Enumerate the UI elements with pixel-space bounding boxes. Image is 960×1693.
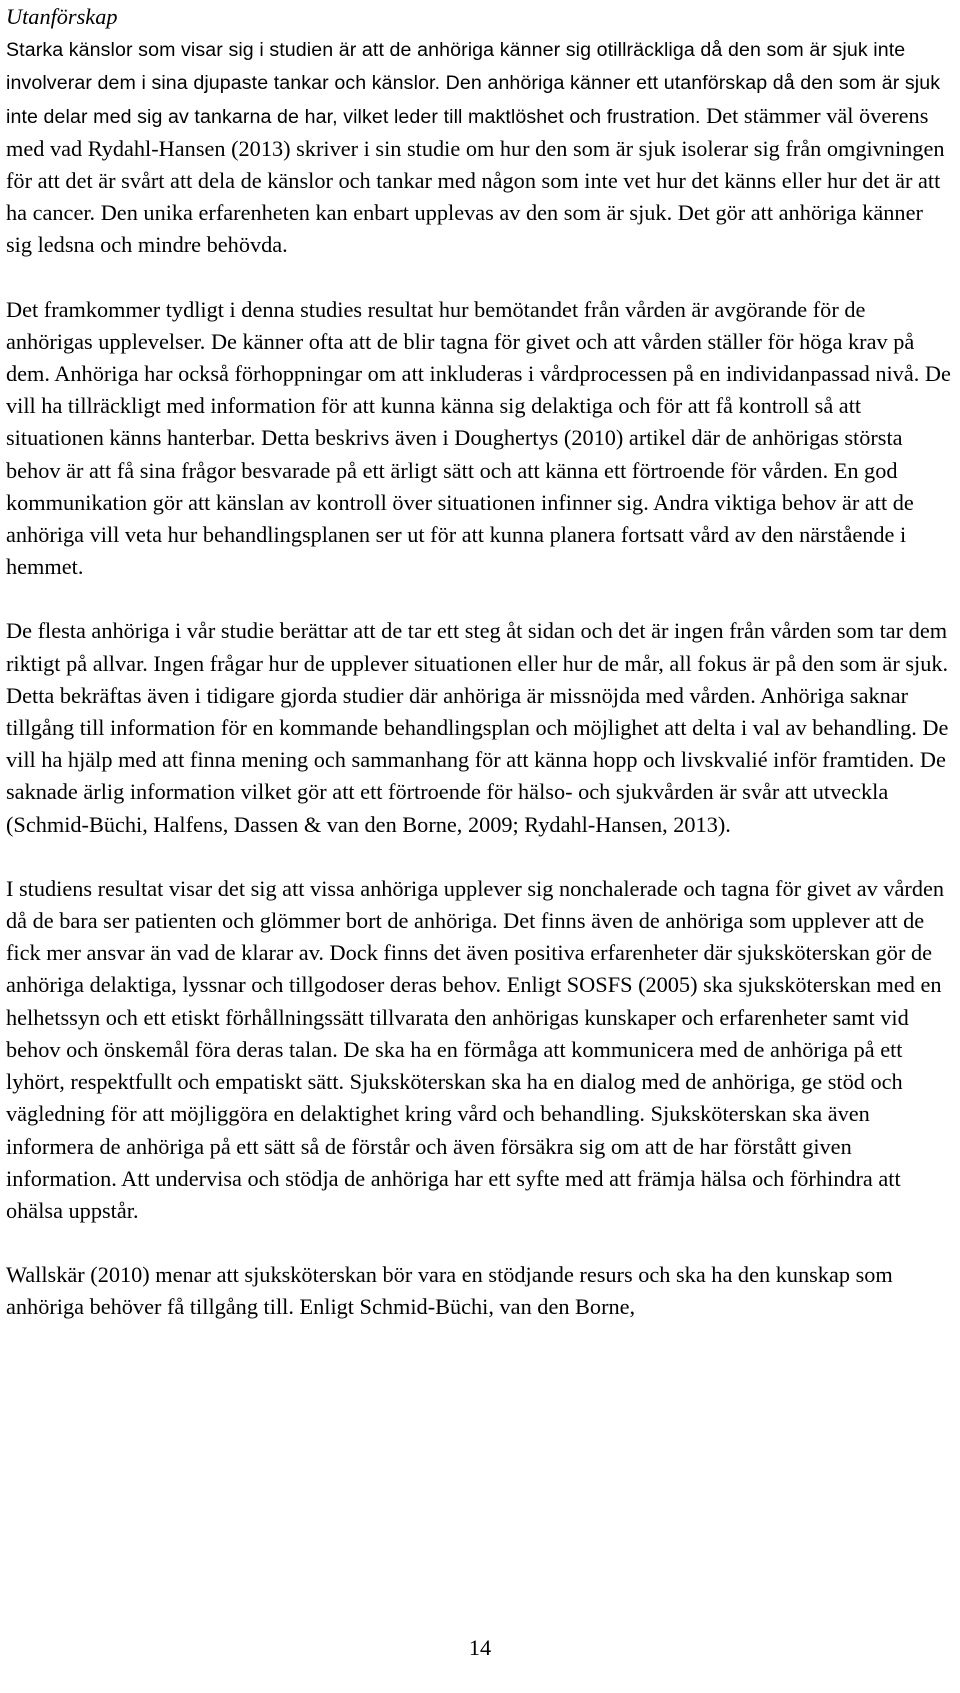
paragraph-utanforskap-part2: Det stämmer väl överens med vad Rydahl-Hansen (2013) skriver i sin studie om hur den som är sjuk isolerar sig från omgivningen för att det är svårt att dela de känslor och tankar med någon som inte vet hur det känns eller hur det är att ha cancer. Den unika erfarenheten kan enbart upplevas av den som är sjuk. Det gör att anhöriga känner sig ledsna och mindre behövda. <box>6 102 945 258</box>
paragraph-steg-at-sidan: De flesta anhöriga i vår studie berättar att de tar ett steg åt sidan och det är ingen från vården som tar dem riktigt på allvar. Ingen frågar hur de upplever situationen eller hur de mår, all fokus är på den som är sjuk. Detta bekräftas även i tidigare gjorda studier där anhöriga är missnöjda med vården. Anhöriga saknar tillgång till information för en kommande behandlingsplan och möjlighet att delta i val av behandling. De vill ha hjälp med att finna mening och sammanhang för att känna hopp och livskvalié inför framtiden. De saknade ärlig information vilket gör att ett förtroende för hälso- och sjukvården är svår att utveckla (Schmid-Büchi, Halfens, Dassen & van den Borne, 2009; Rydahl-Hansen, 2013). <box>6 618 949 837</box>
paragraph-wallskar: Wallskär (2010) menar att sjuksköterskan bör vara en stödjande resurs och ska ha den kunskap som anhöriga behöver få tillgång till. Enligt Schmid-Büchi, van den Borne, <box>6 1262 893 1320</box>
paragraph-utanforskap-part1: Starka känslor som visar sig i studien är att de anhöriga känner sig otillräckliga då den som är sjuk inte involverar dem i sina djupaste tankar och känslor. Den anhöriga känner ett utanförskap då den som är sjuk inte delar med sig av tankarna de har, vilket leder till maktlöshet och frustration. <box>6 39 941 128</box>
paragraph-bemotande: Det framkommer tydligt i denna studies resultat hur bemötandet från vården är avgörande för de anhörigas upplevelser. De känner ofta att de blir tagna för givet och att vården ställer för höga krav på dem. Anhöriga har också förhoppningar om att inkluderas i vårdprocessen på en individanpassad nivå. De vill ha tillräckligt med information för att kunna känna sig delaktiga och för att få kontroll så att situationen känns hanterbar. Detta beskrivs även i Doughertys (2010) artikel där de anhörigas största behov är att få sina frågor besvarade på ett ärligt sätt och att känna ett förtroende för vården. En god kommunikation gör att känslan av kontroll över situationen infinner sig. Andra viktiga behov är att de anhöriga vill veta hur behandlingsplanen ser ut för att kunna planera fortsatt vård av den närstående i hemmet. <box>6 296 951 580</box>
page-number: 14 <box>468 1635 492 1660</box>
paragraph-utanforskap <box>6 33 954 261</box>
paragraph-nonchalerade: I studiens resultat visar det sig att vissa anhöriga upplever sig nonchalerade och tagna för givet av vården då de bara ser patienten och glömmer bort de anhöriga. Det finns även de anhöriga som upplever att de fick mer ansvar än vad de klarar av. Dock finns det även positiva erfarenheter där sjuksköterskan gör de anhöriga delaktiga, lyssnar och tillgodoser deras behov. Enligt SOSFS (2005) ska sjuksköterskan med en helhetssyn och ett etiskt förhållningssätt tillvarata den anhörigas kunskaper och erfarenheter samt vid behov och önskemål föra deras talan. De ska ha en förmåga att kommunicera med de anhöriga på ett lyhört, respektfullt och empatiskt sätt. Sjuksköterskan ska ha en dialog med de anhöriga, ge stöd och vägledning för att möjliggöra en delaktighet kring vård och behandling. Sjuksköterskan ska även informera de anhöriga på ett sätt så de förstår och även försäkra sig om att de har förstått given information. Att undervisa och stödja de anhöriga har ett syfte med att främja hälsa och förhindra att ohälsa uppstår. <box>6 875 945 1223</box>
section-heading: Utanförskap <box>6 4 118 29</box>
body-text <box>6 0 954 1324</box>
